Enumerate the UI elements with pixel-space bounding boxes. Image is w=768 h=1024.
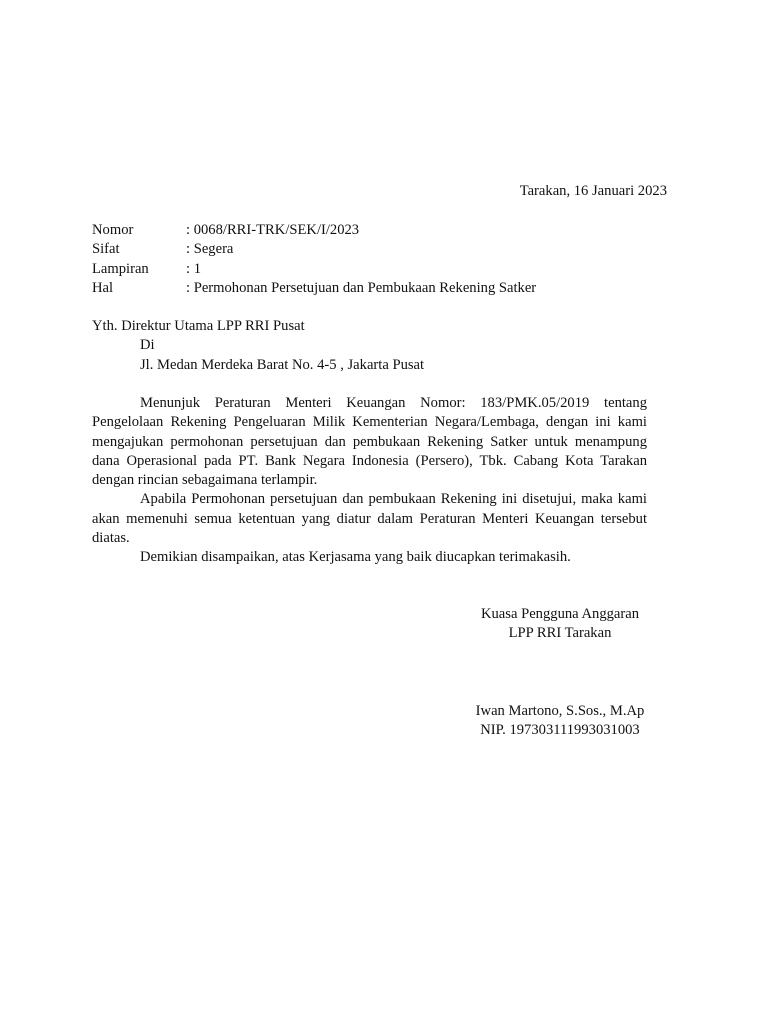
signature-organization: LPP RRI Tarakan — [508, 625, 612, 642]
addressee-block — [92, 317, 424, 375]
meta-value: : Permohonan Persetujuan dan Pembukaan Rekening Satker — [186, 279, 537, 296]
letter-meta-block — [92, 221, 536, 298]
meta-row-sifat — [92, 240, 536, 259]
signature-block — [460, 605, 660, 740]
addressee-di: Di — [140, 337, 155, 354]
signature-title: Kuasa Pengguna Anggaran — [480, 606, 640, 622]
letter-date: Tarakan, 16 Januari 2023 — [519, 183, 667, 199]
meta-label: Sifat — [92, 241, 120, 258]
meta-label: Nomor — [92, 222, 134, 238]
meta-row-hal — [92, 279, 536, 298]
signature-space — [460, 644, 660, 702]
body-paragraph-3: Demikian disampaikan, atas Kerjasama yang baik diucapkan terimakasih. — [140, 549, 571, 566]
meta-row-lampiran — [92, 260, 536, 279]
body-paragraph-2: Apabila Permohonan persetujuan dan pembukaan Rekening ini disetujui, maka kami akan memenuhi semua ketentuan yang diatur dalam Peraturan Menteri Keuangan tersebut diatas. — [92, 491, 647, 547]
meta-value: : 1 — [186, 260, 201, 277]
meta-value: : 0068/RRI-TRK/SEK/I/2023 — [186, 222, 360, 238]
signatory-nip: NIP. 197303111993031003 — [480, 721, 640, 738]
addressee-recipient: Yth. Direktur Utama LPP RRI Pusat — [92, 318, 305, 334]
meta-row-nomor — [92, 221, 536, 240]
letter-body — [92, 394, 647, 568]
meta-value: : Segera — [186, 241, 234, 258]
meta-label: Hal — [92, 279, 114, 296]
meta-label: Lampiran — [92, 260, 149, 277]
signatory-name: Iwan Martono, S.Sos., M.Ap — [475, 702, 645, 719]
body-paragraph-1: Menunjuk Peraturan Menteri Keuangan Nomor: 183/PMK.05/2019 tentang Pengelolaan Rekening Pengeluaran Milik Kementerian Negara/Lembaga, dengan ini kami mengajukan permohonan persetujuan dan pembukaan Rekening Satker untuk menampung dana Operasional pada PT. Bank Negara Indonesia (Persero), Tbk. Cabang Kota Tarakan dengan rincian sebagaimana terlampir. — [92, 395, 647, 489]
addressee-address: Jl. Medan Merdeka Barat No. 4-5 , Jakarta Pusat — [140, 356, 425, 373]
